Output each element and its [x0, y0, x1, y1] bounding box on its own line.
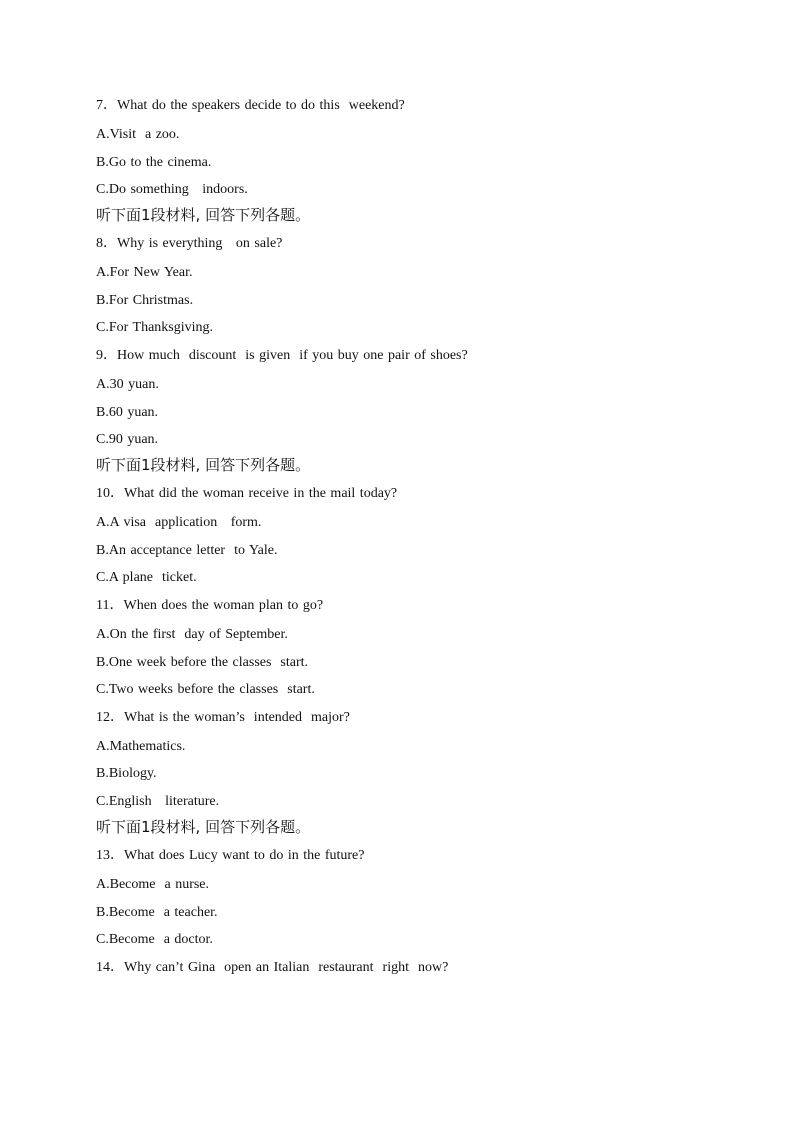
- document-page: [96, 96, 716, 987]
- option-9a: A.30 yuan.: [96, 376, 159, 392]
- section-instruction: 听下面1段材料, 回答下列各题。: [96, 456, 311, 475]
- option-10c: C.A plane ticket.: [96, 570, 197, 586]
- option-7b: B.Go to the cinema.: [96, 154, 212, 170]
- option-10b: B.An acceptance letter to Yale.: [96, 542, 278, 558]
- option-7c: C.Do something indoors.: [96, 182, 248, 198]
- option-11b: B.One week before the classes start.: [96, 654, 309, 670]
- question-13: 13．What does Lucy want to do in the future?: [96, 847, 365, 863]
- question-10: 10．What did the woman receive in the mail today?: [96, 486, 398, 502]
- question-7: 7．What do the speakers decide to do this weekend?: [96, 98, 405, 113]
- option-9c: C.90 yuan.: [96, 432, 159, 448]
- option-13a: A.Become a nurse.: [96, 876, 210, 892]
- option-13b: B.Become a teacher.: [96, 904, 218, 920]
- question-9: 9．How much discount is given if you buy one pair of shoes?: [96, 347, 468, 363]
- question-14: 14．Why can’t Gina open an Italian restaurant right now?: [96, 959, 449, 975]
- option-11c: C.Two weeks before the classes start.: [96, 682, 315, 698]
- question-12: 12．What is the woman’s intended major?: [96, 709, 350, 725]
- option-12b: B.Biology.: [96, 766, 157, 782]
- option-8c: C.For Thanksgiving.: [96, 320, 214, 336]
- section-instruction: 听下面1段材料, 回答下列各题。: [96, 206, 311, 225]
- section-instruction: 听下面1段材料, 回答下列各题。: [96, 817, 311, 836]
- option-10a: A.A visa application form.: [96, 515, 262, 531]
- option-12a: A.Mathematics.: [96, 738, 186, 754]
- option-7a: A.Visit a zoo.: [96, 127, 180, 142]
- option-12c: C.English literature.: [96, 793, 220, 809]
- option-9b: B.60 yuan.: [96, 404, 159, 420]
- question-11: 11．When does the woman plan to go?: [96, 597, 324, 613]
- question-8: 8．Why is everything on sale?: [96, 236, 283, 252]
- option-8b: B.For Christmas.: [96, 292, 194, 308]
- option-11a: A.On the first day of September.: [96, 626, 288, 642]
- option-13c: C.Become a doctor.: [96, 932, 213, 948]
- option-8a: A.For New Year.: [96, 265, 193, 281]
